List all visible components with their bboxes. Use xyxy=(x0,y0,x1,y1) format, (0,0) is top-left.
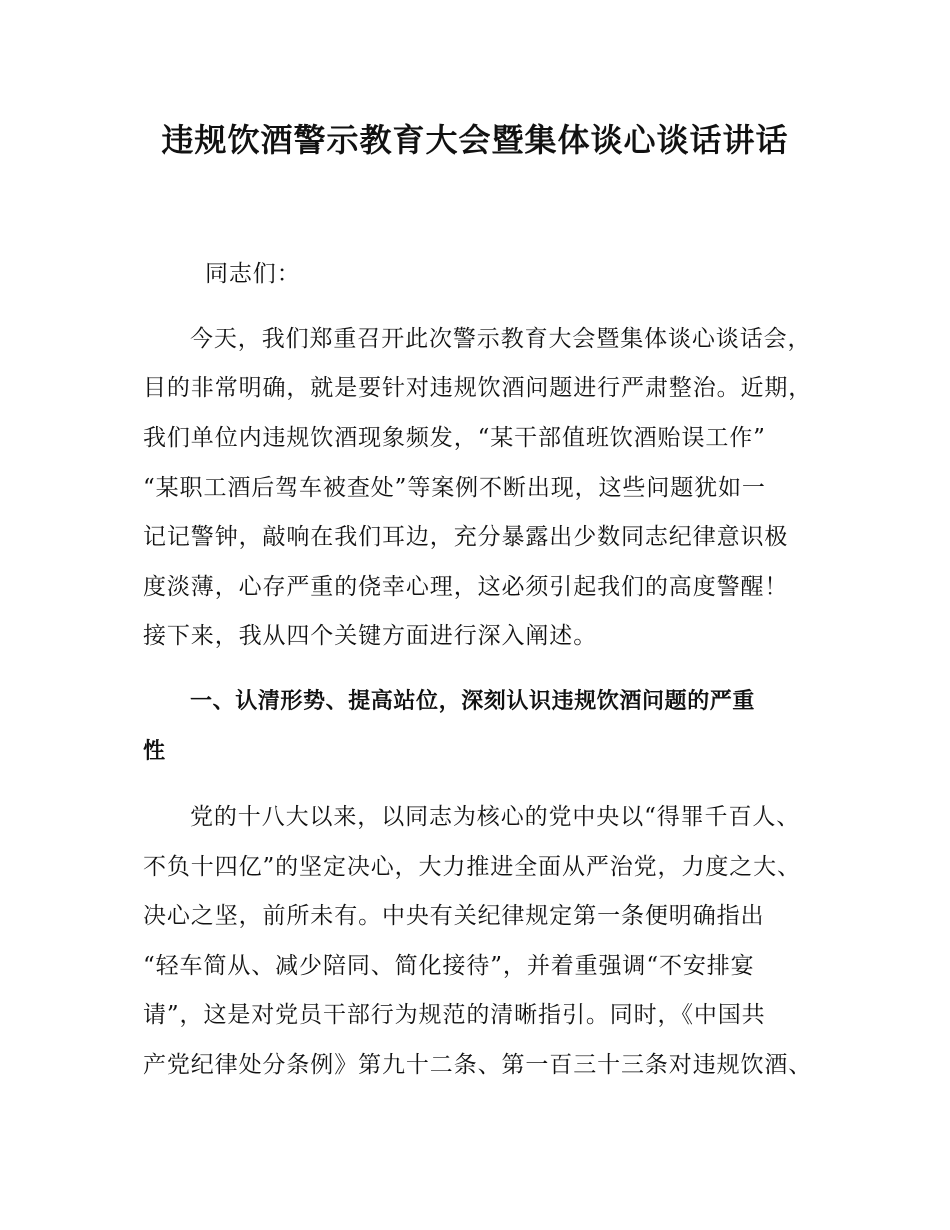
paragraph-line: 今天，我们郑重召开此次警示教育大会暨集体谈心谈话会， xyxy=(190,326,812,352)
paragraph-line: 记记警钟，敲响在我们耳边，充分暴露出少数同志纪律意识极 xyxy=(143,524,789,550)
paragraph-line: 产党纪律处分条例》第九十二条、第一百三十三条对违规饮酒、 xyxy=(143,1052,813,1078)
paragraph-line: 接下来，我从四个关键方面进行深入阐述。 xyxy=(143,623,598,649)
paragraph-line: “某职工酒后驾车被查处”等案例不断出现，这些问题犹如一 xyxy=(143,475,766,501)
paragraph-line: 党的十八大以来，以同志为核心的党中央以“得罪千百人、 xyxy=(190,804,801,830)
paragraph-line: “轻车简从、减少陪同、简化接待”，并着重强调“不安排宴 xyxy=(143,953,755,979)
document-title: 违规饮酒警示教育大会暨集体谈心谈话讲话 xyxy=(161,121,789,159)
heading-line: 一、认清形势、提高站位，深刻认识违规饮酒问题的严重 xyxy=(190,689,756,714)
paragraph-line: 请”，这是对党员干部行为规范的清晰指引。同时，《中国共 xyxy=(143,1002,766,1028)
paragraph-line: 目的非常明确，就是要针对违规饮酒问题进行严肃整治。近期， xyxy=(143,375,813,401)
paragraph-line: 不负十四亿”的坚定决心，大力推进全面从严治党，力度之大、 xyxy=(143,854,801,880)
paragraph-line: 决心之坚，前所未有。中央有关纪律规定第一条便明确指出 xyxy=(143,903,765,929)
paragraph-line: 度淡薄，心存严重的侥幸心理，这必须引起我们的高度警醒！ xyxy=(143,574,789,600)
paragraph-line: 我们单位内违规饮酒现象频发，“某干部值班饮酒贻误工作” xyxy=(143,425,766,451)
salutation: 同志们： xyxy=(205,261,301,287)
heading-line: 性 xyxy=(143,739,166,764)
